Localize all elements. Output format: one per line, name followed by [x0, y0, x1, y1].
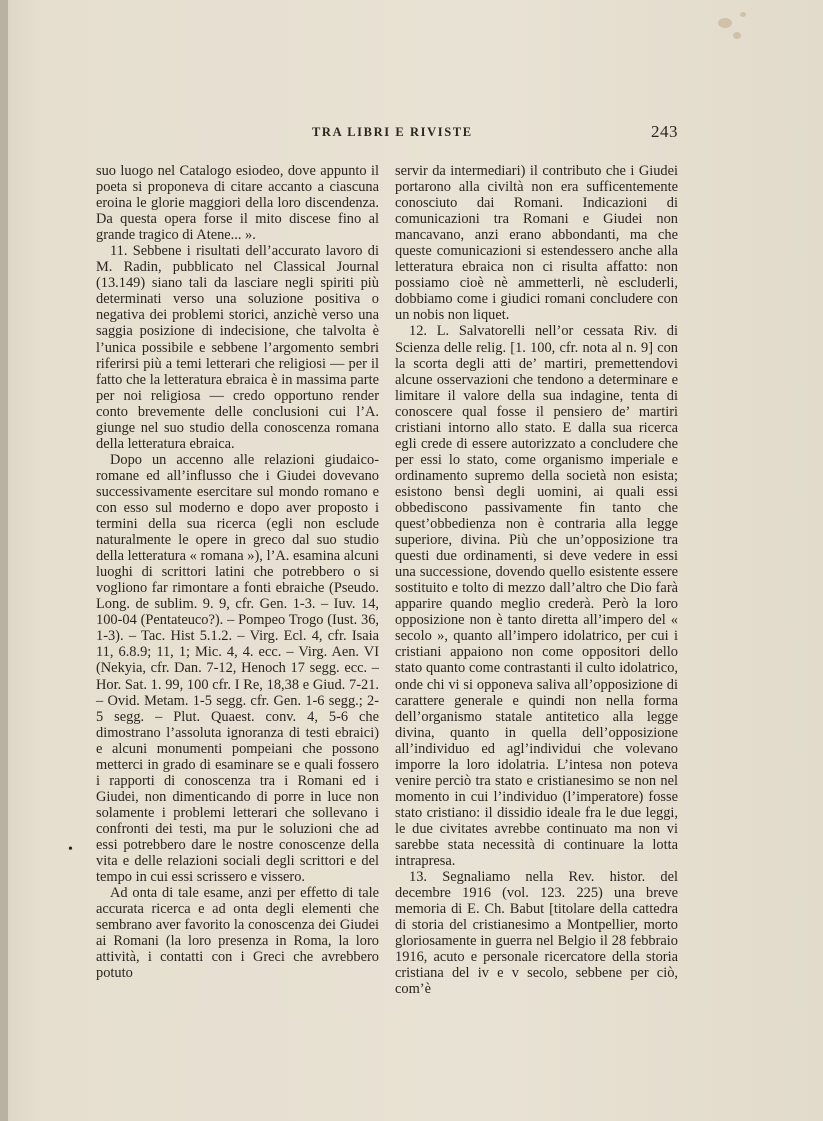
left-column	[96, 163, 379, 981]
running-title: TRA LIBRI E RIVISTE	[312, 125, 473, 139]
running-header	[96, 122, 678, 145]
left-paragraph-2: 11. Sebbene i risultati dell’accurato lavoro di M. Radin, pubblicato nel Classical Journal (13.149) siano tali da lasciare negli spiriti più determinati verso una soluzione positiva o negativa dei problemi storici, anzichè verso una saggia posizione di indecisione, che talvolta è l’unica possibile e sebbene l’argomento sembri riferirsi più a temi letterari che religiosi — per il fatto che la letteratura ebraica è in massima parte per noi religiosa — credo opportuno render conto brevemente delle conclusioni cui l’A. giunge nel suo studio della conoscenza romana della letteratura ebraica.	[96, 243, 379, 452]
left-paragraph-1: suo luogo nel Catalogo esiodeo, dove appunto il poeta si proponeva di citare accanto a ciascuna eroina le glorie maggiori della loro discendenza. Da questa opera forse il mito discese fino al grande tragico di Atene... ».	[96, 163, 379, 244]
foxing-stain	[740, 12, 746, 17]
page-number: 243	[651, 122, 678, 141]
left-paragraph-4: Ad onta di tale esame, anzi per effetto di tale accurata ricerca e ad onta degli elementi che sembrano aver favorito la conoscenza dei Giudei ai Romani (la loro presenza in Roma, la loro attività, i contatti con i Greci che avrebbero potuto	[96, 885, 379, 982]
page-edge	[0, 0, 8, 1121]
right-column	[395, 163, 678, 997]
margin-mark: •	[68, 842, 73, 857]
right-paragraph-1: servir da intermediari) il contributo che i Giudei portarono alla civiltà non era sufficentemente conosciuto dai Romani. Indicazioni di comunicazioni tra Romani e Giudei non mancavano, anzi erano abbondanti, ma che queste comunicazioni si estendessero anche alla letteratura ebraica non ci risulta affatto: non possiamo cioè nè ammetterli, nè escluderli, dobbiamo come i giudici romani concludere con un nobis non liquet.	[395, 163, 678, 324]
right-paragraph-3: 13. Segnaliamo nella Rev. histor. del decembre 1916 (vol. 123. 225) una breve memoria di E. Ch. Babut [titolare della cattedra di storia del cristianesimo a Montpellier, morto gloriosamente in guerra nel Belgio il 28 febbraio 1916, acuto e personale ricercatore della storia cristiana del iv e v secolo, sebbene per ciò, com’è	[395, 869, 678, 998]
right-paragraph-2: 12. L. Salvatorelli nell’or cessata Riv. di Scienza delle relig. [1. 100, cfr. nota al n. 9] con la scorta degli atti de’ martiri, premettendovi alcune osservazioni che tendono a determinare e limitare il valore della sua indagine, tenta di conoscere qual fosse il pensiero de’ martiri cristiani intorno allo stato. E dalla sua ricerca egli crede di essere autorizzato a concludere che per essi lo stato, come organismo imperiale e ordinamento supremo della società non esista; esistono bensì degli uomini, ai quali essi obbediscono passivamente fin tanto che quest’obbedienza non è contraria alla legge superiore, divina. Più che un’opposizione tra questi due ordinamenti, si deve vedere in essi una successione, dovendo quello esistente essere sostituito e tolto di mezzo dall’altro che Dio farà apparire quando meglio crederà. Però la loro opposizione non è tanto diretta all’impero del « secolo », quanto all’impero idolatrico, per cui i cristiani appaiono non come oppositori dello stato quanto come contrastanti il culto idolatrico, onde chi vi si opponeva saliva all’opposizione di carattere generale e quindi non nella forma dell’organismo statale antitetico alla legge divina, quanto in quella dell’opposizione all’individuo ed agl’individui che volevano imporre la loro idolatria. L’intesa non poteva venire perciò tra stato e cristianesimo se non nel momento in cui l’individuo (l’imperatore) fosse stato cristiano: il dissidio ideale fra le due leggi, le due civitates avrebbe continuato ma non vi sarebbe stata necessità di continuare la lotta intrapresa.	[395, 323, 678, 870]
foxing-stain	[733, 32, 741, 39]
foxing-stain	[718, 18, 732, 28]
left-paragraph-3: Dopo un accenno alle relazioni giudaico-romane ed all’influsso che i Giudei dovevano successivamente esercitare sul mondo romano e con esso sul moderno e dopo aver proposto i termini della sua ricerca (egli non esclude naturalmente le opere in greco dal suo studio della letteratura « romana »), l’A. esamina alcuni luoghi di scrittori latini che potrebbero o si vogliono far rimontare a fonti ebraiche (Pseudo. Long. de sublim. 9. 9, cfr. Gen. 1-3. – Iuv. 14, 100-04 (Pentateuco?). – Pompeo Trogo (Iust. 36, 1-3). – Tac. Hist 5.1.2. – Virg. Ecl. 4, cfr. Isaia 11, 6.8.9; 11, 1; Mic. 4, 4. ecc. – Virg. Aen. VI (Nekyia, cfr. Dan. 7-12, Henoch 17 segg. ecc. – Hor. Sat. 1. 99, 100 cfr. I Re, 18,38 e Giud. 7-21. – Ovid. Metam. 1-5 segg. cfr. Gen. 1-6 segg.; 2-5 segg. – Plut. Quaest. conv. 4, 5-6 che dimostrano l’assoluta ignoranza di testi ebraici) e alcuni monumenti pompeiani che possono metterci in grado di esaminare se e quali fossero i rapporti di conoscenza tra i Romani ed i Giudei, non dimenticando di porre in luce non solamente i problemi letterari che sollevano i confronti dei testi, ma pur le soluzioni che ad essi potrebbero dare le nostre conoscenze della vita e delle relazioni sociali degli scrittori e del tempo in cui essi scrissero e vissero.	[96, 451, 379, 886]
